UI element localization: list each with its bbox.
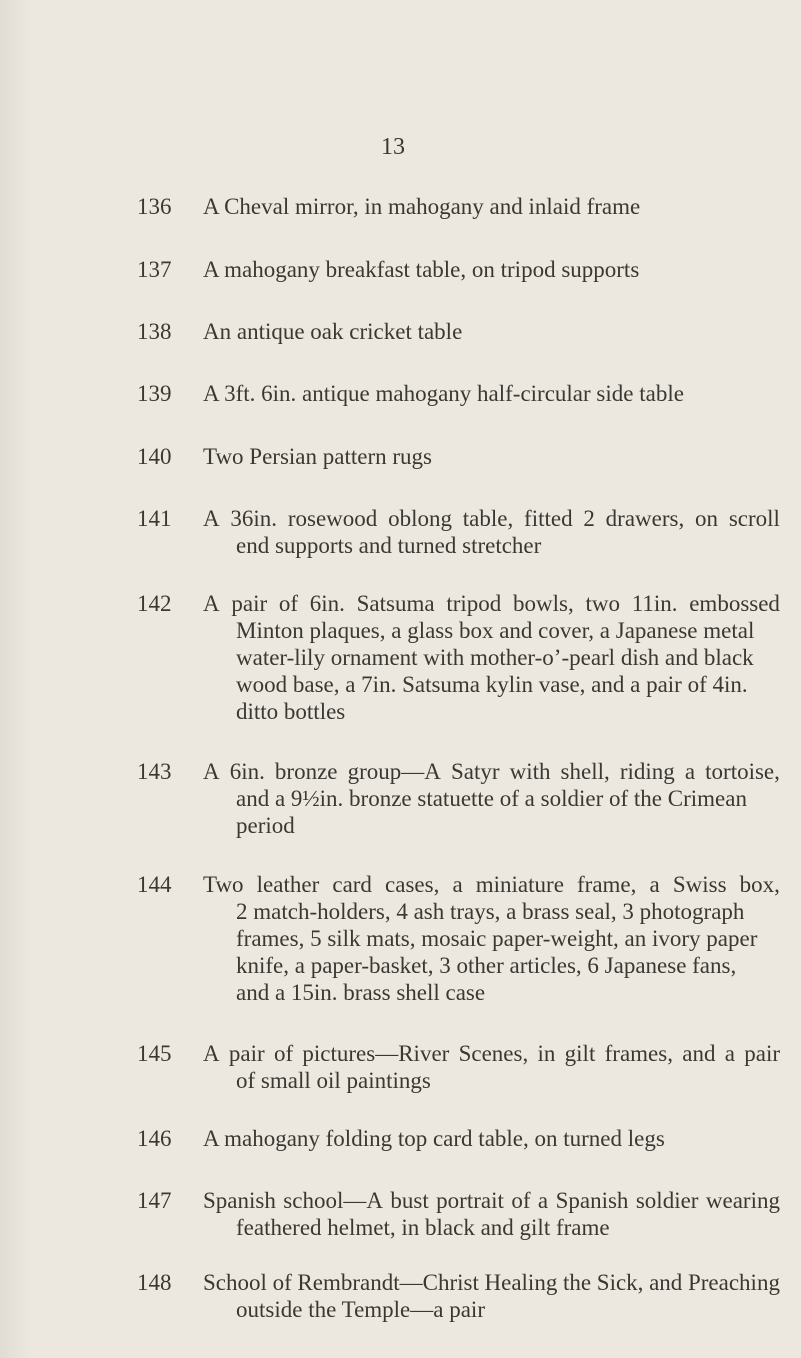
lot-number: 140 — [137, 444, 172, 469]
lot-description — [203, 590, 780, 725]
lot-description-line: A pair of pictures—River Scenes, in gilt frames, and a pair — [203, 1041, 780, 1066]
lot-number: 143 — [137, 759, 172, 784]
lot-description-line: period — [236, 813, 295, 838]
lot-description-line: Minton plaques, a glass box and cover, a Japanese metal — [236, 618, 755, 643]
lot-description-line: A 36in. rosewood oblong table, fitted 2 drawers, on scroll — [203, 506, 780, 531]
lot-description-line: of small oil paintings — [236, 1068, 431, 1093]
lot-description — [203, 758, 780, 839]
lot-description-line: School of Rembrandt—Christ Healing the Sick, and Preaching — [203, 1270, 780, 1295]
lot-number: 138 — [137, 319, 172, 344]
lot-description-line: water-lily ornament with mother-o’-pearl dish and black — [236, 645, 754, 670]
lot-description-line: A 3ft. 6in. antique mahogany half-circular side table — [203, 381, 684, 406]
lot-description-line: Spanish school—A bust portrait of a Spanish soldier wearing — [203, 1188, 780, 1213]
lot-description — [203, 505, 780, 559]
lot-description-line: knife, a paper-basket, 3 other articles, 6 Japanese fans, — [236, 953, 737, 978]
lot-number: 139 — [137, 381, 172, 406]
lot-description-line: ditto bottles — [236, 699, 346, 724]
lot-description-line: An antique oak cricket table — [203, 319, 463, 344]
lot-description-line: Two Persian pattern rugs — [203, 444, 432, 469]
lot-description — [203, 380, 780, 407]
lot-number: 147 — [137, 1188, 172, 1213]
lot-number: 145 — [137, 1041, 172, 1066]
lot-description — [203, 443, 780, 470]
lot-description-line: frames, 5 silk mats, mosaic paper-weight, an ivory paper — [236, 926, 758, 951]
lot-description — [203, 318, 780, 345]
lot-description — [203, 1040, 780, 1094]
lot-number: 146 — [137, 1126, 172, 1151]
lot-description-line: end supports and turned stretcher — [236, 533, 542, 558]
lot-number: 142 — [137, 591, 172, 616]
lot-description-line: A mahogany breakfast table, on tripod supports — [203, 257, 640, 282]
lot-description — [203, 1125, 780, 1152]
lot-description-line: A 6in. bronze group—A Satyr with shell, riding a tortoise, — [203, 759, 780, 784]
lot-number: 141 — [137, 506, 172, 531]
lot-description-line: A pair of 6in. Satsuma tripod bowls, two 11in. embossed — [203, 591, 780, 616]
lot-description-line: wood base, a 7in. Satsuma kylin vase, and a pair of 4in. — [236, 672, 748, 697]
lot-description-line: and a 9½in. bronze statuette of a soldier of the Crimean — [236, 786, 747, 811]
lot-description-line: Two leather card cases, a miniature frame, a Swiss box, — [203, 872, 780, 897]
lot-description-line: outside the Temple—a pair — [236, 1297, 485, 1322]
lot-number: 144 — [137, 872, 172, 897]
lot-description — [203, 871, 780, 1006]
lot-description-line: and a 15in. brass shell case — [236, 980, 486, 1005]
lot-description-line: 2 match-holders, 4 ash trays, a brass seal, 3 photograph — [236, 899, 745, 924]
lot-number: 137 — [137, 257, 172, 282]
lot-description — [203, 1269, 780, 1323]
page-number: 13 — [381, 134, 405, 160]
lot-description — [203, 193, 780, 220]
lot-description-line: A mahogany folding top card table, on turned legs — [203, 1126, 665, 1151]
lot-description — [203, 1187, 780, 1241]
lot-description — [203, 256, 780, 283]
lot-description-line: feathered helmet, in black and gilt frame — [236, 1215, 610, 1240]
lot-number: 148 — [137, 1270, 172, 1295]
lot-description-line: A Cheval mirror, in mahogany and inlaid frame — [203, 194, 641, 219]
lot-number: 136 — [137, 194, 172, 219]
